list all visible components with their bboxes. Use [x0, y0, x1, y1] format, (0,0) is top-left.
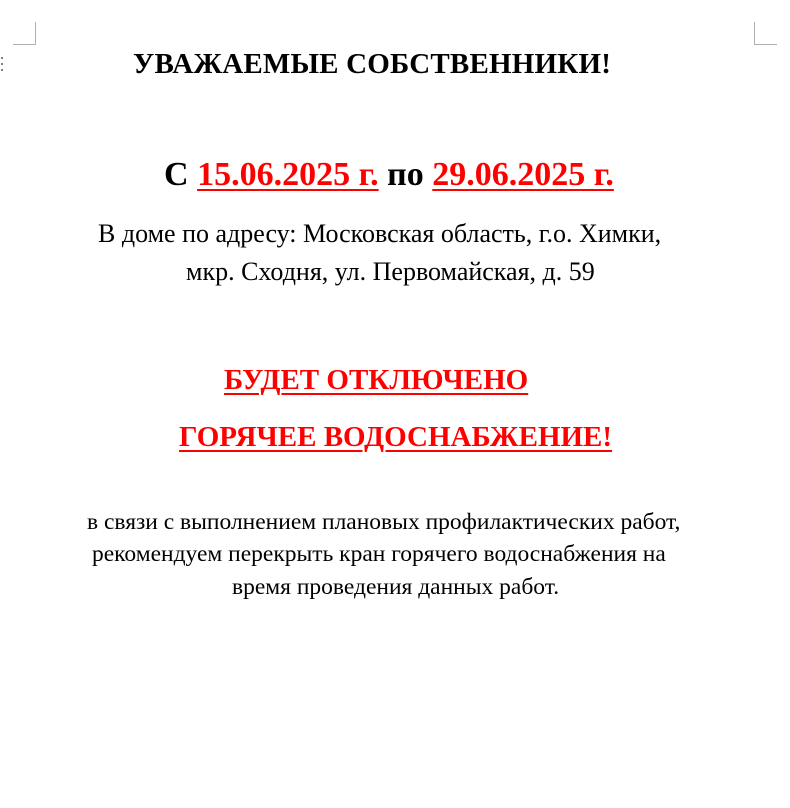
- paragraph-anchor-icon[interactable]: [1, 57, 4, 71]
- address-line-1: В доме по адресу: Московская область, г.о. Химки,: [98, 219, 662, 248]
- date-from: 15.06.2025 г.: [197, 156, 379, 193]
- date-range: [164, 156, 614, 194]
- body-line-3: время проведения данных работ.: [232, 574, 560, 600]
- body-line-1: в связи с выполнением плановых профилактических работ,: [87, 509, 681, 535]
- warning-line-1: БУДЕТ ОТКЛЮЧЕНО: [224, 364, 529, 396]
- date-to: 29.06.2025 г.: [432, 156, 614, 193]
- notice-heading: УВАЖАЕМЫЕ СОБСТВЕННИКИ!: [133, 48, 612, 80]
- warning-line-2: ГОРЯЧЕЕ ВОДОСНАБЖЕНИЕ!: [179, 421, 613, 453]
- crop-mark-top-right: [754, 22, 777, 45]
- body-line-2: рекомендуем перекрыть кран горячего водоснабжения на: [92, 541, 666, 567]
- date-prefix: С: [164, 156, 189, 193]
- crop-mark-top-left: [13, 22, 36, 45]
- date-between: по: [387, 156, 424, 193]
- address-line-2: мкр. Сходня, ул. Первомайская, д. 59: [186, 257, 595, 286]
